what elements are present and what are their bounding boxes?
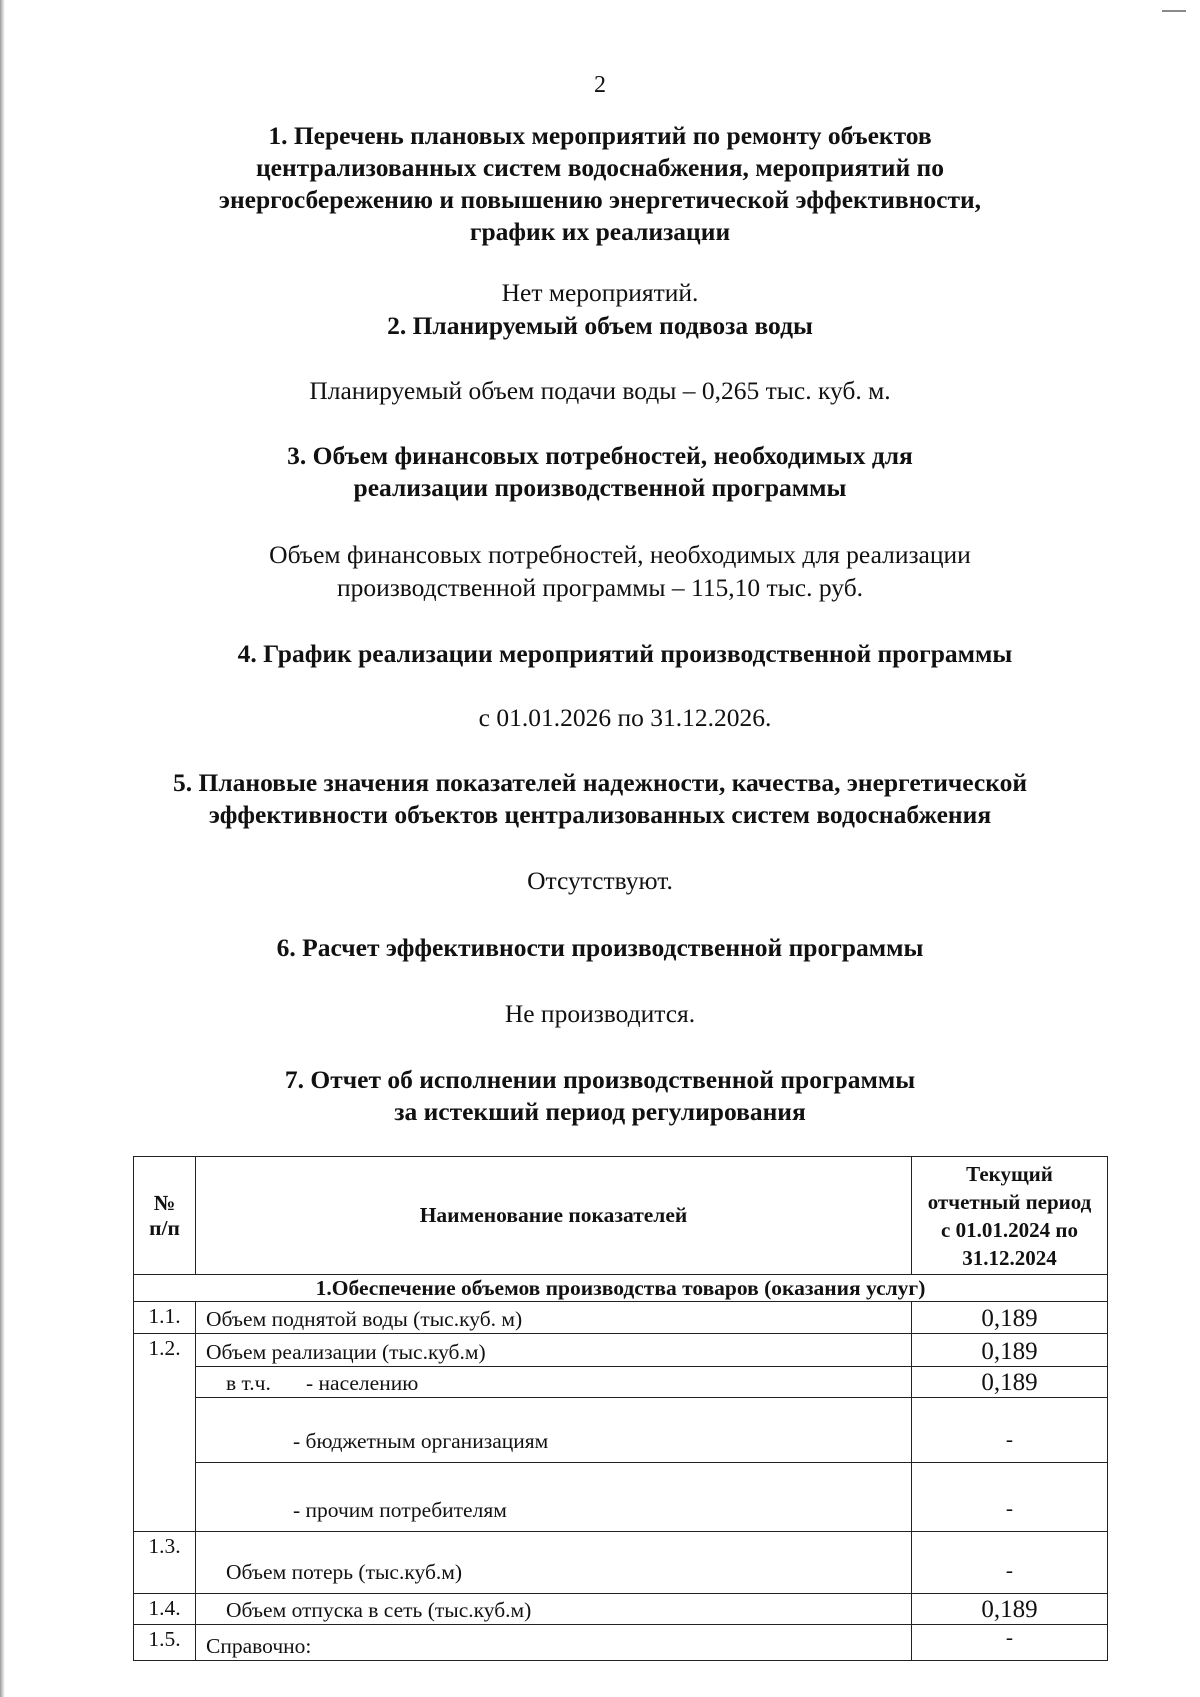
row-name-prefix: в т.ч. — [226, 1371, 271, 1395]
row-value: - — [912, 1463, 1108, 1532]
header-period-line-3: с 01.01.2024 по — [941, 1217, 1078, 1242]
page-number: 2 — [594, 72, 606, 98]
section-5-title-line-2: эффективности объектов централизованных систем водоснабжения — [208, 800, 992, 829]
section-5-title-line-1: 5. Плановые значения показателей надежности, качества, энергетической — [172, 768, 1028, 797]
row-name-text: - населению — [306, 1371, 419, 1395]
header-period-line-4: 31.12.2024 — [962, 1245, 1057, 1270]
section-6-text: Не производится. — [504, 999, 696, 1028]
section-3-text-line-2: производственной программы – 115,10 тыс. руб. — [336, 573, 864, 602]
section-6-title: 6. Расчет эффективности производственной программы — [276, 933, 924, 962]
row-number: 1.4. — [134, 1594, 196, 1625]
row-number: 1.3. — [134, 1532, 196, 1594]
section-7-title-line-2: за истекший период регулирования — [394, 1097, 806, 1126]
row-value: 0,189 — [912, 1334, 1108, 1367]
section-1-title-line-2: централизованных систем водоснабжения, мероприятий по — [255, 153, 944, 182]
section-5-text: Отсутствуют. — [527, 866, 673, 895]
table-row — [134, 1398, 1108, 1463]
table-row — [134, 1594, 1108, 1625]
header-period-cell — [912, 1157, 1108, 1275]
header-num-abbr: п/п — [149, 1215, 180, 1240]
row-value: 0,189 — [912, 1302, 1108, 1334]
section-1-text: Нет мероприятий. — [501, 278, 699, 307]
row-name: Объем реализации (тыс.куб.м) — [196, 1334, 912, 1367]
row-value: - — [912, 1532, 1108, 1594]
row-name: Объем отпуска в сеть (тыс.куб.м) — [196, 1594, 912, 1625]
row-name: - бюджетным организациям — [196, 1398, 912, 1463]
table-row — [134, 1625, 1108, 1661]
section-1-title-line-3: энергосбережению и повышению энергетической эффективности, — [218, 185, 982, 214]
section-1-title-line-1: 1. Перечень плановых мероприятий по ремонту объектов — [268, 121, 932, 150]
row-value: 0,189 — [912, 1367, 1108, 1398]
report-table — [133, 1156, 1108, 1661]
header-period-line-1: Текущий — [966, 1161, 1053, 1186]
section-7-title-line-1: 7. Отчет об исполнении производственной программы — [284, 1065, 916, 1094]
header-num-cell — [134, 1157, 196, 1275]
row-number: 1.5. — [134, 1625, 196, 1661]
section-3-title-line-1: 3. Объем финансовых потребностей, необходимых для — [287, 441, 913, 470]
scan-corner-mark — [1162, 10, 1186, 12]
row-name: Справочно: — [196, 1625, 912, 1661]
row-value: - — [912, 1625, 1108, 1661]
row-name — [196, 1367, 912, 1398]
header-period-line-2: отчетный период — [927, 1189, 1092, 1214]
section-4-text: с 01.01.2026 по 31.12.2026. — [478, 703, 772, 732]
row-value: 0,189 — [912, 1594, 1108, 1625]
table-row — [134, 1302, 1108, 1334]
section-2-text: Планируемый объем подачи воды – 0,265 тыс. куб. м. — [309, 376, 891, 405]
table-header-row — [134, 1157, 1108, 1275]
row-name: Объем потерь (тыс.куб.м) — [196, 1532, 912, 1594]
section-2-title: 2. Планируемый объем подвоза воды — [387, 311, 813, 340]
scan-left-edge — [0, 0, 5, 1697]
table-section-row — [134, 1275, 1108, 1302]
table-row — [134, 1463, 1108, 1532]
section-4-title: 4. График реализации мероприятий производственной программы — [237, 639, 1013, 668]
section-1-title-line-4: график их реализации — [469, 217, 731, 246]
row-value: - — [912, 1398, 1108, 1463]
header-num-symbol: № — [153, 1190, 176, 1215]
row-name: - прочим потребителям — [196, 1463, 912, 1532]
table-section-title: 1.Обеспечение объемов производства товаров (оказания услуг) — [134, 1275, 1108, 1302]
table-row — [134, 1367, 1108, 1398]
section-3-text-line-1: Объем финансовых потребностей, необходимых для реализации — [269, 540, 971, 569]
table-row — [134, 1334, 1108, 1367]
table-row — [134, 1532, 1108, 1594]
row-number: 1.2. — [134, 1334, 196, 1532]
row-name: Объем поднятой воды (тыс.куб. м) — [196, 1302, 912, 1334]
row-number: 1.1. — [134, 1302, 196, 1334]
section-3-title-line-2: реализации производственной программы — [353, 473, 847, 502]
header-name-cell: Наименование показателей — [196, 1157, 912, 1275]
